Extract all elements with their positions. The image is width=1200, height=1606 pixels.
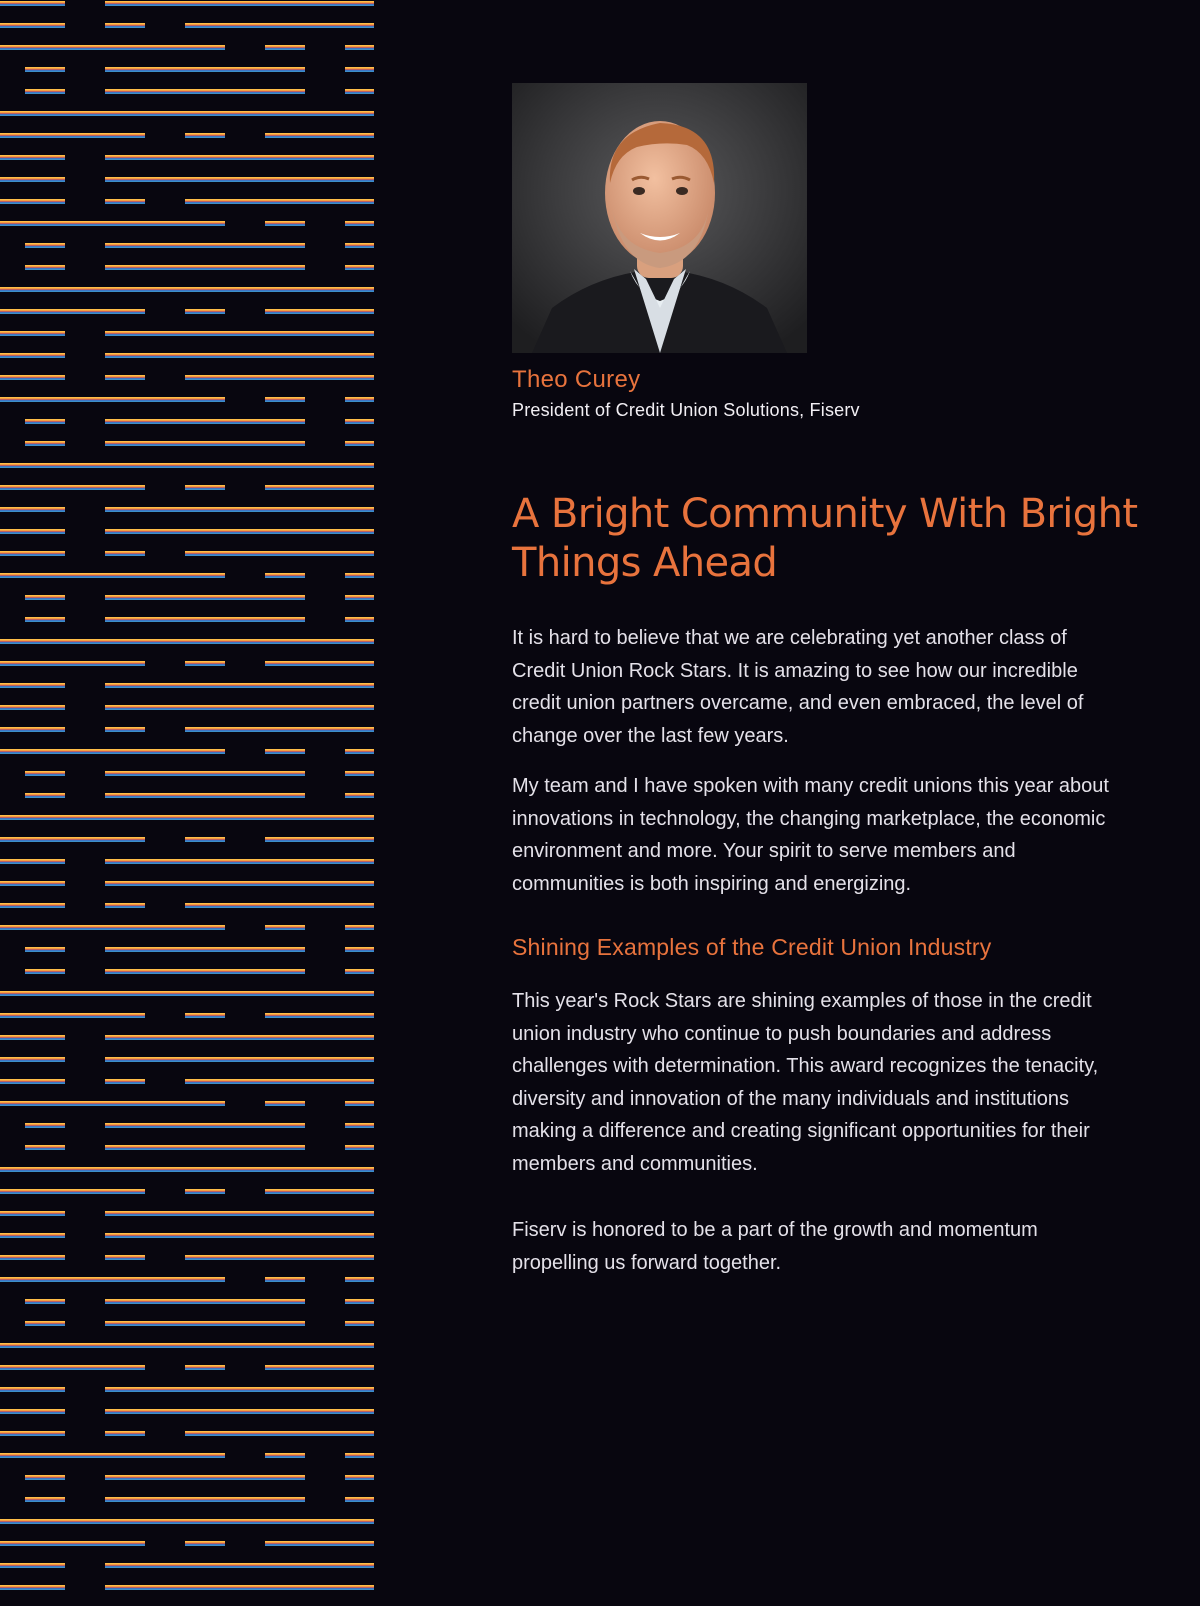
rock-stars-paragraph: This year's Rock Stars are shining examples of those in the credit union industry who continue to push boundaries and address challenges with determination. This award recognizes the tenacity, diversity and innovation of the many individuals and institutions making a difference and creating significant opportunities for their members and communities. (512, 990, 1099, 1175)
stripe-segment (345, 771, 374, 776)
stripe-segment (105, 243, 305, 248)
person-title: President of Credit Union Solutions, Fiserv (512, 400, 860, 420)
stripe-segment (265, 661, 374, 666)
stripe-segment (25, 1497, 65, 1502)
stripe-segment (105, 1145, 305, 1150)
stripe-segment (0, 837, 145, 842)
stripe-segment (0, 1255, 65, 1260)
stripe-segment (105, 881, 374, 886)
stripe-segment (0, 133, 145, 138)
stripe-segment (0, 485, 145, 490)
stripe-segment (0, 397, 225, 402)
stripe-segment (185, 199, 374, 204)
person-name: Theo Curey (512, 366, 641, 393)
stripe-segment (25, 617, 65, 622)
stripe-segment (265, 133, 374, 138)
stripe-segment (0, 551, 65, 556)
stripe-segment (105, 1233, 374, 1238)
stripe-segment (0, 881, 65, 886)
stripe-segment (345, 573, 374, 578)
decorative-stripe-pattern (0, 0, 374, 1606)
stripe-segment (0, 199, 65, 204)
stripe-segment (0, 353, 65, 358)
stripe-segment (25, 1475, 65, 1480)
stripe-segment (105, 595, 305, 600)
stripe-segment (0, 1453, 225, 1458)
stripe-segment (0, 1431, 65, 1436)
stripe-segment (265, 749, 305, 754)
stripe-segment (265, 1101, 305, 1106)
stripe-segment (0, 1233, 65, 1238)
stripe-segment (0, 1409, 65, 1414)
stripe-segment (185, 133, 225, 138)
stripe-segment (0, 859, 65, 864)
stripe-segment (25, 1299, 65, 1304)
stripe-segment (25, 1321, 65, 1326)
stripe-segment (345, 67, 374, 72)
stripe-segment (185, 1541, 225, 1546)
stripe-segment (105, 177, 374, 182)
stripe-segment (265, 45, 305, 50)
stripe-segment (345, 1299, 374, 1304)
portrait-photo (512, 83, 807, 353)
stripe-segment (185, 551, 374, 556)
stripe-segment (105, 375, 145, 380)
stripe-segment (345, 45, 374, 50)
stripe-segment (25, 441, 65, 446)
stripe-segment (105, 199, 145, 204)
intro-paragraph: It is hard to believe that we are celebrating yet another class of Credit Union Rock Stars. It is amazing to see how our incredible credit union partners overcame, and even embraced, the level of change over the last few years. (512, 627, 1084, 747)
stripe-segment (25, 793, 65, 798)
stripe-segment (0, 727, 65, 732)
stripe-segment (185, 375, 374, 380)
stripe-segment (0, 925, 225, 930)
stripe-segment (25, 1145, 65, 1150)
stripe-segment (185, 1013, 225, 1018)
stripe-segment (345, 925, 374, 930)
stripe-segment (265, 573, 305, 578)
stripe-segment (265, 1189, 374, 1194)
stripe-segment (25, 947, 65, 952)
stripe-segment (0, 815, 374, 820)
stripe-segment (185, 485, 225, 490)
stripe-segment (25, 67, 65, 72)
stripe-segment (345, 1321, 374, 1326)
stripe-segment (25, 243, 65, 248)
stripe-segment (0, 1189, 145, 1194)
stripe-segment (345, 1145, 374, 1150)
stripe-segment (0, 1343, 374, 1348)
stripe-segment (105, 1387, 374, 1392)
stripe-segment (0, 1277, 225, 1282)
stripe-segment (0, 1035, 65, 1040)
stripe-segment (0, 1057, 65, 1062)
stripe-segment (0, 331, 65, 336)
stripe-segment (345, 947, 374, 952)
stripe-segment (265, 485, 374, 490)
stripe-segment (0, 1387, 65, 1392)
stripe-segment (345, 1497, 374, 1502)
stripe-segment (185, 837, 225, 842)
stripe-segment (345, 441, 374, 446)
stripe-segment (345, 265, 374, 270)
stripe-segment (105, 903, 145, 908)
stripe-segment (265, 1541, 374, 1546)
section-subheading: Shining Examples of the Credit Union Industry (512, 934, 992, 960)
stripe-segment (105, 1321, 305, 1326)
stripe-segment (345, 793, 374, 798)
stripe-segment (345, 1101, 374, 1106)
stripe-segment (0, 1519, 374, 1524)
stripe-segment (265, 1013, 374, 1018)
stripe-segment (185, 23, 374, 28)
stripe-segment (0, 661, 145, 666)
stripe-segment (265, 925, 305, 930)
stripe-segment (0, 155, 65, 160)
stripe-segment (0, 1585, 65, 1590)
stripe-segment (185, 1431, 374, 1436)
stripe-segment (105, 1057, 374, 1062)
stripe-segment (265, 1365, 374, 1370)
stripe-segment (185, 309, 225, 314)
stripe-segment (0, 1541, 145, 1546)
stripe-segment (345, 221, 374, 226)
stripe-segment (0, 529, 65, 534)
stripe-segment (185, 1365, 225, 1370)
stripe-segment (0, 1013, 145, 1018)
stripe-segment (105, 683, 374, 688)
stripe-segment (105, 529, 374, 534)
stripe-segment (0, 463, 374, 468)
stripe-segment (185, 1189, 225, 1194)
stripe-segment (265, 309, 374, 314)
stripe-segment (185, 1079, 374, 1084)
stripe-segment (0, 287, 374, 292)
stripe-segment (265, 1277, 305, 1282)
stripe-segment (105, 89, 305, 94)
stripe-segment (345, 1475, 374, 1480)
stripe-segment (345, 397, 374, 402)
stripe-segment (0, 1563, 65, 1568)
stripe-segment (0, 573, 225, 578)
stripe-segment (25, 89, 65, 94)
stripe-segment (345, 1123, 374, 1128)
stripe-segment (105, 1255, 145, 1260)
stripe-segment (0, 1365, 145, 1370)
stripe-segment (0, 1, 65, 6)
stripe-segment (105, 441, 305, 446)
stripe-segment (105, 23, 145, 28)
stripe-segment (25, 1123, 65, 1128)
stripe-segment (0, 111, 374, 116)
stripe-segment (105, 1079, 145, 1084)
stripe-segment (345, 1277, 374, 1282)
stripe-segment (345, 749, 374, 754)
stripe-segment (105, 1409, 374, 1414)
stripe-segment (0, 1079, 65, 1084)
stripe-segment (185, 727, 374, 732)
stripe-segment (0, 309, 145, 314)
stripe-segment (105, 419, 305, 424)
stripe-segment (105, 969, 305, 974)
stripe-segment (0, 991, 374, 996)
stripe-segment (345, 243, 374, 248)
stripe-segment (105, 1299, 305, 1304)
stripe-segment (345, 595, 374, 600)
stripe-segment (105, 727, 145, 732)
stripe-segment (25, 265, 65, 270)
stripe-segment (25, 771, 65, 776)
stripe-segment (265, 1453, 305, 1458)
stripe-segment (0, 375, 65, 380)
stripe-segment (265, 397, 305, 402)
stripe-segment (105, 67, 305, 72)
stripe-segment (0, 1211, 65, 1216)
article-headline: A Bright Community With Bright Things Ahead (512, 491, 1138, 586)
stripe-segment (105, 1211, 374, 1216)
stripe-segment (0, 507, 65, 512)
stripe-segment (345, 1453, 374, 1458)
stripe-segment (105, 155, 374, 160)
stripe-segment (105, 793, 305, 798)
stripe-segment (25, 969, 65, 974)
stripe-segment (105, 617, 305, 622)
stripe-segment (105, 771, 305, 776)
stripe-segment (345, 419, 374, 424)
stripe-segment (105, 265, 305, 270)
stripe-segment (105, 705, 374, 710)
stripe-segment (0, 45, 225, 50)
stripe-segment (185, 661, 225, 666)
stripe-segment (105, 1497, 305, 1502)
stripe-segment (105, 1035, 374, 1040)
stripe-segment (105, 1123, 305, 1128)
stripe-segment (105, 1475, 305, 1480)
stripe-segment (345, 89, 374, 94)
stripe-segment (105, 1563, 374, 1568)
stripe-segment (105, 507, 374, 512)
stripe-segment (105, 859, 374, 864)
stripe-segment (25, 595, 65, 600)
stripe-segment (105, 947, 305, 952)
stripe-segment (185, 1255, 374, 1260)
stripe-segment (105, 1, 374, 6)
stripe-segment (0, 705, 65, 710)
team-paragraph: My team and I have spoken with many credit unions this year about innovations in technology, the changing marketplace, the economic environment and more. Your spirit to serve members and communities is both inspiring and energizing. (512, 775, 1109, 895)
stripe-segment (105, 1585, 374, 1590)
stripe-segment (0, 749, 225, 754)
stripe-segment (0, 639, 374, 644)
stripe-segment (105, 353, 374, 358)
stripe-segment (105, 551, 145, 556)
stripe-segment (0, 683, 65, 688)
stripe-segment (25, 419, 65, 424)
stripe-segment (0, 177, 65, 182)
stripe-segment (0, 1167, 374, 1172)
stripe-segment (185, 903, 374, 908)
stripe-segment (345, 969, 374, 974)
stripe-segment (105, 1431, 145, 1436)
stripe-segment (0, 221, 225, 226)
closing-paragraph: Fiserv is honored to be a part of the growth and momentum propelling us forward together. (512, 1219, 1038, 1274)
stripe-segment (0, 23, 65, 28)
stripe-segment (265, 221, 305, 226)
stripe-segment (345, 617, 374, 622)
stripe-segment (105, 331, 374, 336)
stripe-segment (265, 837, 374, 842)
stripe-segment (0, 903, 65, 908)
stripe-segment (0, 1101, 225, 1106)
